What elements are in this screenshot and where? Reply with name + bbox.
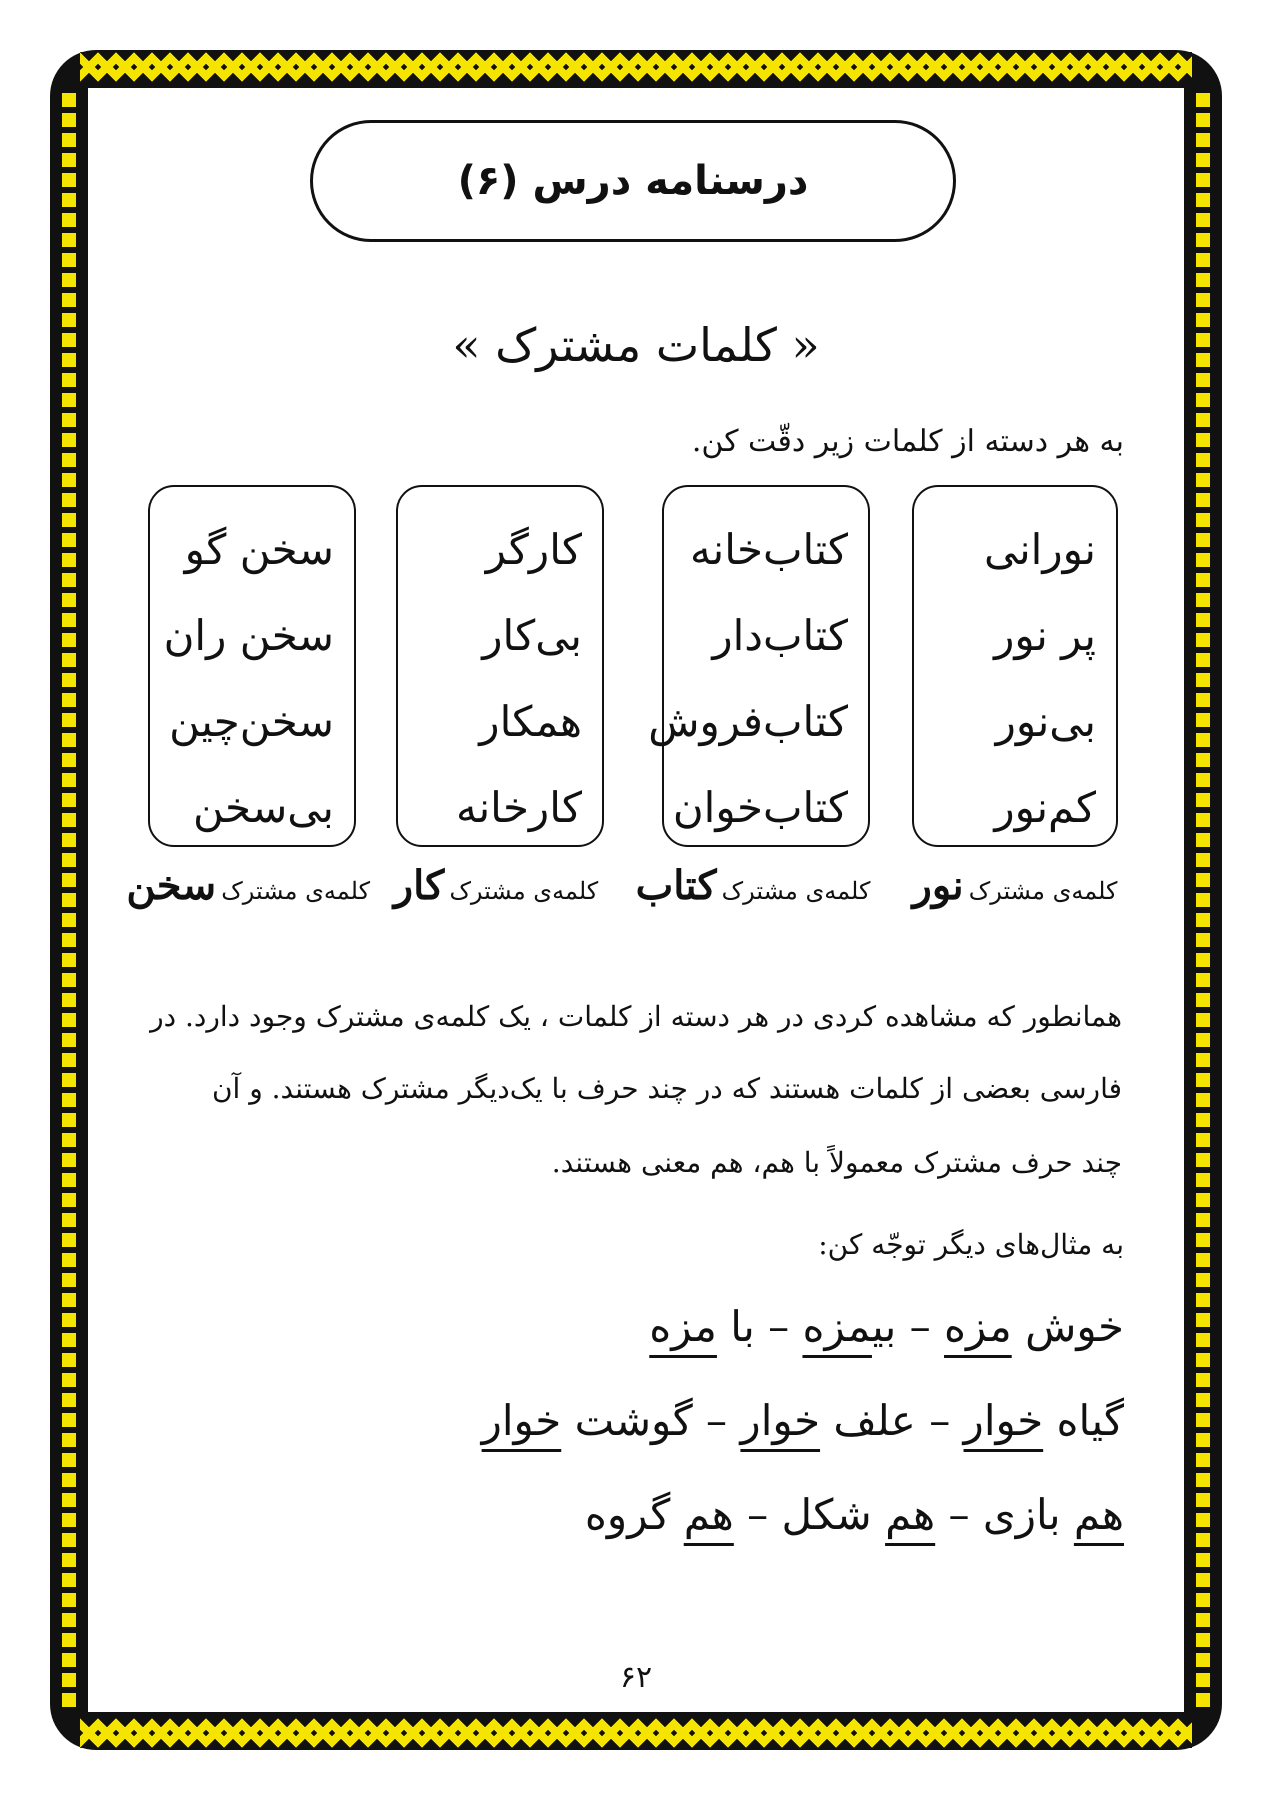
example-part: شکل – <box>733 1490 886 1539</box>
group-word: بی‌سخن <box>193 783 334 832</box>
caption-label: کلمه‌ی مشترک <box>968 877 1118 905</box>
example-part: بازی – <box>935 1490 1074 1539</box>
word-group-ketab <box>648 485 870 847</box>
group-caption <box>376 862 616 909</box>
caption-label: کلمه‌ی مشترک <box>721 877 871 905</box>
group-caption <box>126 862 370 909</box>
group-word: کارگر <box>485 525 582 574</box>
example-part: گروه <box>584 1490 684 1539</box>
group-word: سخن‌چین <box>169 697 334 746</box>
example-common-part: مزه <box>802 1302 872 1351</box>
explanation-line: فارسی بعضی از کلمات هستند که در چند حرف با یک‌دیگر مشترک هستند. و آن <box>211 1072 1122 1105</box>
group-word: کتاب‌خانه <box>690 525 848 574</box>
section-subtitle: « کلمات مشترک » <box>452 318 820 372</box>
group-word: کتاب‌فروش <box>648 697 848 746</box>
example-part: – علف <box>820 1396 964 1445</box>
explanation-line: همانطور که مشاهده کردی در هر دسته از کلمات ، یک کلمه‌ی مشترک وجود دارد. در <box>150 1000 1122 1033</box>
example-part: گیاه <box>1043 1396 1124 1445</box>
caption-label: کلمه‌ی مشترک <box>449 877 599 905</box>
word-group-sokhan <box>148 485 356 847</box>
example-common-part: مزه <box>649 1302 717 1351</box>
instruction-text: به هر دسته از کلمات زیر دقّت کن. <box>691 424 1124 459</box>
caption-common-word: کار <box>393 862 445 909</box>
group-word: کارخانه <box>455 783 582 832</box>
example-common-part: خوار <box>481 1396 562 1445</box>
page-number: ۶۲ <box>619 1660 653 1695</box>
group-word: بی‌نور <box>995 697 1096 746</box>
group-word: پر نور <box>994 611 1096 660</box>
group-caption <box>628 862 878 909</box>
group-caption <box>912 862 1118 909</box>
example-common-part: هم <box>885 1490 936 1539</box>
example-part: – با <box>716 1302 803 1351</box>
caption-label: کلمه‌ی مشترک <box>221 877 370 905</box>
example-common-part: خوار <box>963 1396 1044 1445</box>
group-word: کتاب‌دار <box>712 611 848 660</box>
group-word: همکار <box>479 697 582 746</box>
caption-common-word: سخن <box>126 862 217 909</box>
examples-lead: به مثال‌های دیگر توجّه کن: <box>818 1228 1124 1261</box>
group-word: سخن گو <box>184 525 334 574</box>
example-line <box>482 1396 1124 1445</box>
example-part: – گوشت <box>561 1396 741 1445</box>
example-part: خوش <box>1011 1302 1124 1351</box>
border-bottom-band <box>80 1718 1192 1748</box>
example-part: – بی <box>871 1302 945 1351</box>
example-common-part: هم <box>1073 1490 1124 1539</box>
example-common-part: هم <box>683 1490 734 1539</box>
border-top-band <box>80 52 1192 82</box>
example-common-part: مزه <box>944 1302 1012 1351</box>
word-group-kar <box>396 485 604 847</box>
example-line <box>585 1490 1124 1539</box>
group-word: نورانی <box>983 525 1096 574</box>
explanation-line: چند حرف مشترک معمولاً با هم، هم معنی هستند. <box>551 1146 1122 1179</box>
word-group-noor <box>912 485 1118 847</box>
caption-common-word: کتاب <box>635 862 717 909</box>
lesson-title-box <box>310 120 956 242</box>
group-word: کتاب‌خوان <box>672 783 848 832</box>
group-word: سخن ران <box>163 611 334 660</box>
caption-common-word: نور <box>912 862 964 909</box>
lesson-title: درسنامه درس (۶) <box>457 158 809 204</box>
group-word: کم‌نور <box>994 783 1096 832</box>
group-word: بی‌کار <box>482 611 582 660</box>
example-common-part: خوار <box>740 1396 821 1445</box>
example-line <box>649 1302 1124 1351</box>
